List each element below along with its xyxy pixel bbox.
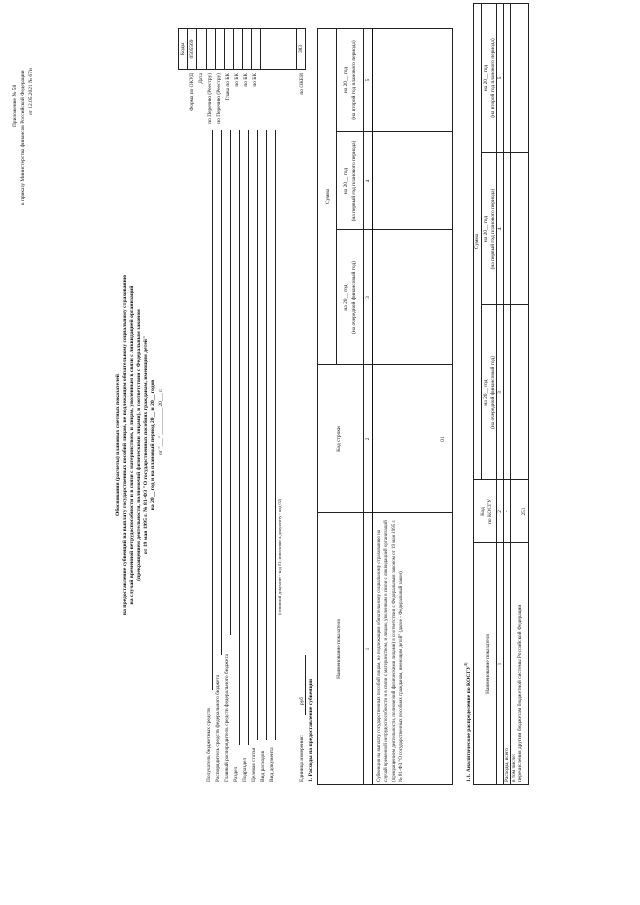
- s11-col-code-b: по КОСГУ: [487, 499, 493, 524]
- s1-num-1: 1: [365, 647, 371, 651]
- s11-num-4: 4: [497, 227, 503, 231]
- s1-col-name: Наименование показателя: [336, 619, 342, 679]
- s11-row-total: Расходы, всего: [504, 748, 510, 782]
- s11-row-total-code: -: [504, 510, 510, 513]
- title-line-1: Обоснования (расчеты) плановых сметных показателей: [115, 374, 121, 516]
- s11-col-y2-note: (на первый год планового периода): [490, 188, 496, 270]
- order-reference: к приказу Министерства финансов Российской Федерации: [20, 70, 26, 205]
- field-subsection: Подраздел: [242, 757, 248, 782]
- s11-col-sum: Сумма: [474, 233, 480, 250]
- s11-row-incl: в том числе:: [511, 753, 517, 782]
- section1-title: 1. Расходы на предоставление субвенции: [308, 678, 314, 782]
- section11-title-sup: 1): [463, 662, 468, 666]
- appendix-number: Приложение № 58: [12, 84, 18, 127]
- s11-col-y2: на 20__ год: [483, 215, 489, 243]
- title-line-6: на 20__ год и на плановый период 20__ и 20__ годов: [150, 379, 156, 511]
- s1-row-name: Субвенция на выплату государственных пособий лицам, не подлежащим обязательному социальному страхованию на случай временной нетрудоспособности и в связи с материнством, и лицам, уволенным в связи с ликвидацией организаций (прекращением деятельности, полномочий физическими лицами) в соответствии с Федеральным законом от 19 мая 1995 г. № 81-ФЗ "О государственных пособиях гражданам, имеющим детей" (далее - Федеральный закон): [377, 519, 405, 782]
- s1-row-code: 01: [440, 436, 446, 442]
- s11-col-y3-note: (на второй год планового периода): [490, 38, 496, 118]
- codes-header: Коды: [180, 42, 186, 56]
- okud-value: 0505569: [189, 39, 195, 59]
- s11-num-1: 1: [497, 662, 503, 666]
- unit-value: руб: [299, 697, 305, 705]
- s1-col-y3-note: (на второй год планового периода): [351, 40, 357, 120]
- field-main-distributor: Главный распорядитель средств федерального бюджета: [224, 653, 230, 782]
- field-recipient: Получатель бюджетных средств: [206, 708, 212, 782]
- okei-value: 383: [298, 44, 304, 54]
- date-label: Дата: [198, 73, 204, 84]
- section11-title-text: 1.1. Аналитическое распределение по КОСГУ: [465, 665, 472, 782]
- bk-label-1: по БК: [234, 73, 240, 87]
- glava-bk-label: Глава по БК: [225, 73, 231, 101]
- perechen-label-2: по Перечню (Реестру): [216, 73, 222, 124]
- title-line-5: от 19 мая 1995 г. № 81-ФЗ "О государственных пособиях гражданам, имеющим детей": [143, 335, 149, 555]
- bk-label-2: по БК: [243, 73, 249, 87]
- s1-num-2: 2: [365, 437, 371, 441]
- order-date: от 12.05.2021 № 67н: [28, 68, 34, 115]
- field-section: Раздел: [233, 766, 239, 782]
- s11-row-transfer: перечисления другим бюджетам бюджетной системы Российской Федерации: [517, 604, 523, 782]
- s1-col-y1: на 20__ год: [343, 284, 349, 311]
- document-type-hint: (основной документ - код 01; изменение к документу - код 02): [277, 498, 282, 615]
- s11-num-5: 5: [497, 76, 503, 80]
- s1-num-5: 5: [365, 78, 371, 82]
- s1-col-y1-note: (на очередной финансовый год): [351, 261, 357, 334]
- s1-num-3: 3: [365, 296, 371, 299]
- field-document-type: Вид документа: [269, 747, 275, 782]
- unit-label: Единица измерения:: [299, 735, 305, 782]
- s11-num-2: 2: [497, 510, 503, 513]
- s11-row-transfer-code: 251: [521, 507, 527, 516]
- s1-col-sum: Сумма: [325, 188, 331, 205]
- s1-num-4: 4: [365, 179, 371, 183]
- okud-label: Форма по ОКУД: [189, 73, 195, 111]
- title-line-4: (прекращением деятельности, полномочий физическими лицами), в соответствии с Федеральным законом: [136, 309, 142, 581]
- s11-num-3: 3: [497, 391, 503, 394]
- document-date: от "___" __________ 20___ г.: [158, 388, 164, 455]
- s1-col-code: Код строки: [336, 426, 342, 452]
- section11-title: [463, 663, 472, 782]
- s11-col-y1-note: (на очередной финансовый год): [490, 356, 496, 429]
- perechen-label-1: по Перечню (Реестру): [207, 73, 213, 124]
- title-line-2: на предоставление субвенций на выплату государственных пособий лицам, не подлежащим обязательному социальному страхованию: [122, 274, 128, 616]
- bk-label-3: по БК: [252, 73, 258, 87]
- s11-col-name: Наименование показателя: [485, 634, 491, 694]
- field-distributor: Распорядитель средств федерального бюджета: [215, 674, 221, 782]
- field-expense-type: Вид расходов: [260, 751, 266, 782]
- s11-col-y3: на 20__ год: [483, 64, 489, 92]
- s11-col-code-a: Код: [480, 507, 486, 516]
- okei-label: по ОКЕИ: [299, 73, 305, 95]
- title-line-3: на случай временной нетрудоспособности и в связи с материнством, и лицам, уволенным в связи с ликвидацией организаций: [129, 285, 135, 605]
- s11-col-y1: на 20__ год: [483, 379, 489, 406]
- s1-col-y2: на 20__ год: [343, 167, 349, 195]
- s1-col-y3: на 20__ год: [343, 66, 349, 94]
- field-target-article: Целевая статья: [251, 747, 257, 782]
- s1-col-y2-note: (на первый год планового периода): [351, 140, 357, 222]
